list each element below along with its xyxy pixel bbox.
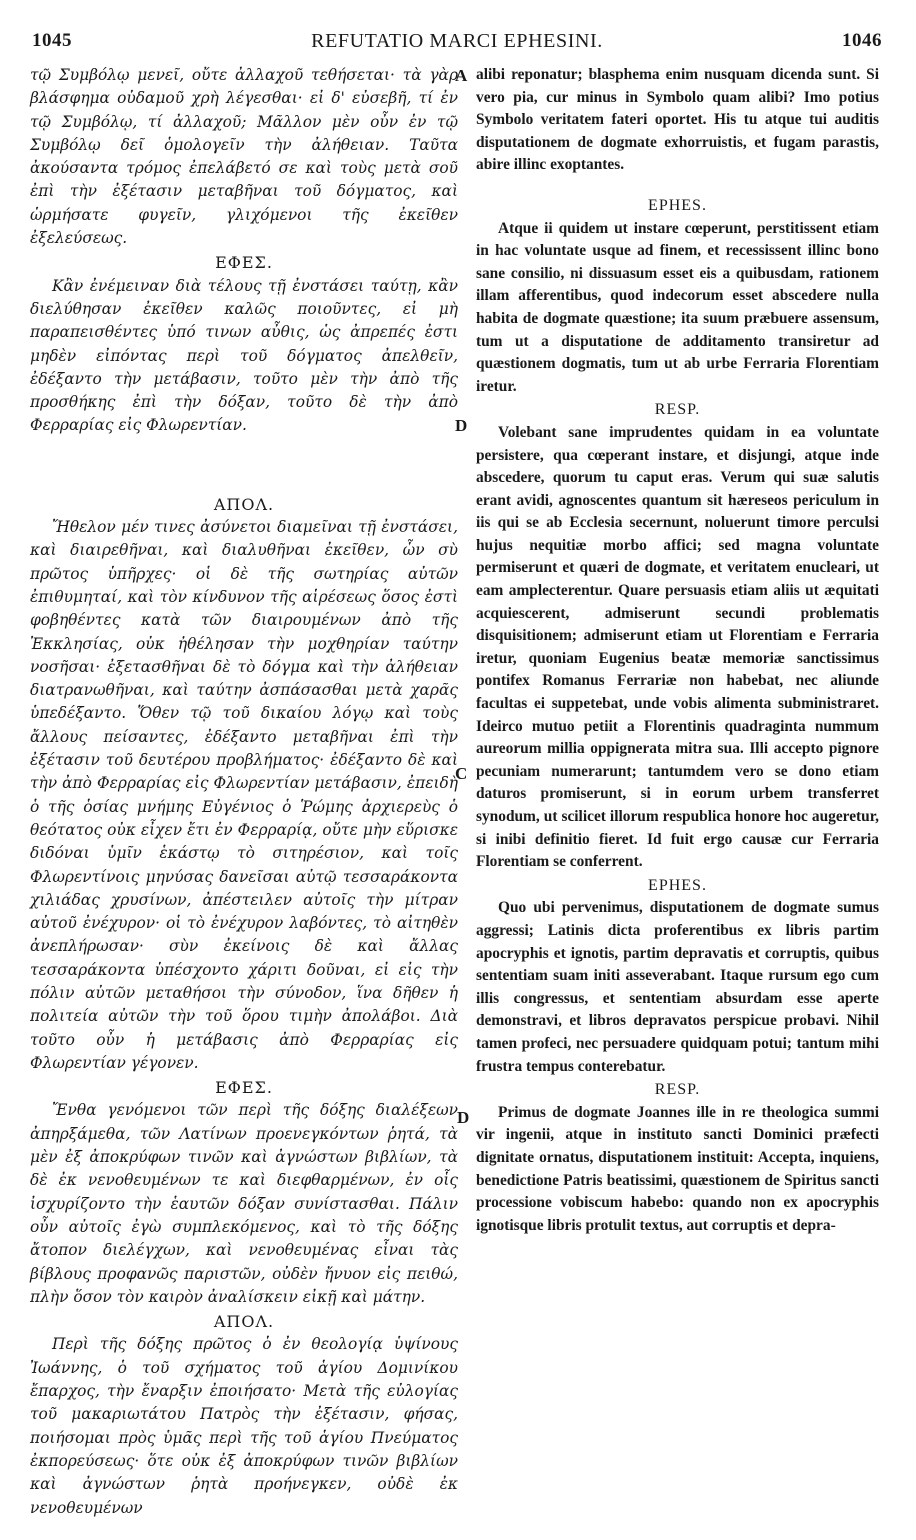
greek-paragraph-4: Ἔνθα γενόμενοι τῶν περὶ τῆς δόξης διαλέξεων ἀπηρξάμεθα, τῶν Λατίνων προενεγκόντων ῥητά, τὰ μὲν ἐξ ἀποκρύφων τινῶν καὶ ἀγνώστων βιβλίων, τὰ δὲ ἐκ νενοθευμένων τε καὶ διεφθαρμένων, ἐν οἷς ἰσχυρίζοντο τὴν ἑαυτῶν δόξαν συνίστασθαι. Πάλιν οὖν αὐτοῖς ἐγὼ συμπλεκόμενος, καὶ τὸ τῆς δόξης ἄτοπον διελέγχων, καὶ νενοθευμένας εἶναι τὰς βίβλους προφανῶς παριστῶν, οὐδὲν ἤνυον εἰς πειθώ, πλὴν ὅσον τὸν καιρὸν ἀναλίσκειν εἰκῇ καὶ μάτην.	[30, 1101, 458, 1306]
latin-heading-ephes-2: EPHES.	[648, 876, 707, 894]
latin-column	[476, 64, 879, 1237]
latin-paragraph-3: Volebant sane imprudentes quidam in ea voluntate persistere, qua cœperant instare, et disjungi, atque inde abscedere, quorum tu caput eras. Verum qui suæ salutis erant avidi, agnoscentes quantum sit hæreseos periculum in iis qui se ab Ecclesia secernunt, noluerunt timore perculsi hujus nequitiæ morbo affici; sed magna voluntate permiserunt et quæri de dogmate, et veritatem enucleari, ut eam amplecterentur. Quare persuasis etiam aliis ut æquitati acquiescerent, admiserunt secundi problematis disquisitionem; admiserunt etiam ut Florentiam e Ferraria iretur, quoniam Eugenius beatæ memoriæ sanctissimus pontifex Romanus Ferrariæ non habebat, nec aliunde facultas ei suppetebat, unde vobis alimenta subministraret. Ideirco mutuo petiit a Florentinis quadraginta nummum aureorum millia oppignerata mitra sua. Illi accepto pignore pecuniam numerarunt; tantumdem vero se dono etiam daturos promiserunt, si in eorum urbem transferret synodum, ut scilicet illorum respublica honore hoc augeretur, si inibi definitio fieret. Id fuit ergo causæ cur Ferraria Florentiam se conferrent.	[476, 423, 879, 871]
latin-paragraph-2: Atque ii quidem ut instare cœperunt, perstitissent etiam in hac voluntate usque ad finem, et recessissent illinc bono sane consilio, ni dissuasum esset eis a quibusdam, rationem illam afferentibus, quod indecorum esset abscedere nulla habita de dogmate quæstione; ita suum præbuere assensum, tum ut a disputatione de additamento transiretur ad quæstionem dogmatis, tum ut ab urbe Ferraria Florentiam iretur.	[476, 219, 879, 395]
latin-heading-resp-1: RESP.	[654, 401, 701, 419]
greek-heading-apol-1: ΑΠΟΛ.	[213, 494, 275, 514]
greek-column	[30, 64, 458, 1520]
running-title: REFUTATIO MARCI EPHESINI.	[311, 30, 603, 52]
greek-heading-ephes-1: ΕΦΕΣ.	[215, 253, 273, 273]
latin-paragraph-5: Primus de dogmate Joannes ille in re theologica summi vir ingenii, atque in instituto sancti Dominici præfecti dignitate ornatus, disputationem instituit: Accepta, inquiens, benedictione Patris beatissimi, quæstionem de Spiritus sancti processione vobiscum habebo: quando non ex apocryphis ignotisque libris protulit textus, aut corruptis et depra-	[476, 1103, 879, 1234]
latin-paragraph-4: Quo ubi pervenimus, disputationem de dogmate sumus aggressi; Latinis dicta proferentibus ex libris partim apocryphis et ignotis, partim depravatis et corruptis, quibus sententiam suam initi asseverabant. Itaque rursum ego cum illis congressus, et sententiam absurdam esse aperte demonstravi, et libros depravatos perspicue probavi. Nihil tamen profeci, nec persuadere quidquam potui; tantum mihi frustra tempus conterebatur.	[476, 899, 879, 1075]
latin-heading-resp-2: RESP.	[654, 1081, 701, 1099]
greek-paragraph-1: τῷ Συμβόλῳ μενεῖ, οὔτε ἀλλαχοῦ τεθήσεται· τὰ γὰρ βλάσφημα οὐδαμοῦ χρὴ λέγεσθαι· εἰ δ' εὐσεβῆ, τί ἐν τῷ Συμβόλῳ, τί ἀλλαχοῦ; Μᾶλλον μὲν οὖν ἐν τῷ Συμβόλῳ δεῖ ὁμολογεῖν τὴν ἀλήθειαν. Ταῦτα ἀκούσαντα τρόμος ἐπελάβετό σε καὶ τοὺς μετὰ σοῦ ἐπὶ τὴν ἐξέτασιν μεταβῆναι τοῦ δόγματος, καὶ ὡρμήσατε φυγεῖν, γλιχόμενοι τῆς ἐκεῖθεν ἐξελεύσεως.	[30, 66, 458, 248]
margin-letter-d-lower: D	[457, 1108, 470, 1127]
latin-heading-ephes-1: EPHES.	[648, 196, 707, 214]
page-number-right: 1046	[842, 30, 882, 51]
margin-letter-d-upper: D	[455, 416, 468, 435]
page-header	[32, 30, 882, 52]
margin-letter-a: A	[455, 66, 468, 85]
greek-paragraph-5: Περὶ τῆς δόξης πρῶτος ὁ ἐν θεολογίᾳ ὑψίνους Ἰωάννης, ὁ τοῦ σχήματος τοῦ ἁγίου Δομινίκου ἔπαρχος, τὴν ἔναρξιν ἐποιήσατο· Μετὰ τῆς εὐλογίας τοῦ μακαριωτάτου Πατρὸς τὴν ἐξέτασιν, φήσας, ποιήσομαι πρὸς ὑμᾶς περὶ τῆς τοῦ ἁγίου Πνεύματος ἐκπορεύσεως· ὅτε οὐκ ἐξ ἀποκρύφων τινῶν βιβλίων καὶ ἀγνώστων ῥητὰ προήνεγκεν, οὐδὲ ἐκ νενοθευμένων	[30, 1335, 458, 1517]
margin-letter-c: C	[455, 764, 468, 783]
greek-heading-ephes-2: ΕΦΕΣ.	[215, 1078, 273, 1098]
greek-heading-apol-2: ΑΠΟΛ.	[213, 1312, 275, 1332]
latin-paragraph-1: alibi reponatur; blasphema enim nusquam dicenda sunt. Si vero pia, cur minus in Symbolo quam alibi? Imo potius Symbolo veritatem fateri oportet. His tu atque tui auditis disputationem de dogmate exhorruistis, et fugam parastis, abire illinc exoptantes.	[476, 66, 879, 174]
greek-paragraph-3: Ἤθελον μέν τινες ἀσύνετοι διαμεῖναι τῇ ἐνστάσει, καὶ διαιρεθῆναι, καὶ διαλυθῆναι ἐκεῖθεν, ὧν σὺ πρῶτος ὑπῆρχες· οἱ δὲ τῆς σωτηρίας αὐτῶν ἐπιθυμηταί, καὶ τὸν κίνδυνον τῆς αἱρέσεως ὅσος ἐστὶ φοβηθέντες κατὰ τῶν διαιρουμένων ἀπὸ τῆς Ἐκκλησίας, οὐκ ἠθέλησαν τὴν μοχθηρίαν ταύτην νοσῆσαι· ἐξετασθῆναι δὲ τὸ δόγμα καὶ τὴν ἀλήθειαν διατρανωθῆναι, καὶ ταύτην ἀσπάσασθαι μετὰ χαρᾶς ὑπεδέξαντο. Ὅθεν τῷ τοῦ δικαίου λόγῳ καὶ τοὺς ἄλλους πείσαντες, ἐδέξαντο μεταβῆναι ἐπὶ τὴν ἐξέτασιν τοῦ δευτέρου προβλήματος· ἐδέξαντο δὲ καὶ τὴν ἀπὸ Φερραρίας εἰς Φλωρεντίαν μετάβασιν, ἐπειδὴ ὁ τῆς ὁσίας μνήμης Εὐγένιος ὁ Ῥώμης ἀρχιερεὺς ὁ θεότατος οὐκ εἶχεν ἔτι ἐν Φερραρίᾳ, οὔτε μὴν εὕρισκε διδόναι ὑμῖν ἑκάστῳ τὸ σιτηρέσιον, καὶ τοῖς Φλωρεντίνοις μηνύσας δανεῖσαι αὐτῷ τεσσαράκοντα χιλιάδας χρυσίνων, ἀπέστειλεν αὐτοῖς τὴν μίτραν αὐτοῦ ἐνέχυρον· οἱ τὸ ἐνέχυρον λαβόντες, τὸ αἰτηθὲν ἀνεπλήρωσαν· σὺν ἐκείνοις δὲ καὶ ἄλλας τεσσαράκοντα ὑπέσχοντο χάριτι δοῦναι, εἰ εἰς τὴν πόλιν αὐτῶν μεταθήσοι τὴν σύνοδον, ἵνα δῆθεν ἡ πολιτεία αὐτῶν τὴν τοῦ ὅρου τιμὴν ἀπολάβοι. Διὰ τοῦτο οὖν ἡ μετάβασις ἀπὸ Φερραρίας εἰς Φλωρεντίαν γέγονεν.	[30, 518, 458, 1072]
greek-paragraph-2: Κἂν ἐνέμειναν διὰ τέλους τῇ ἐνστάσει ταύτῃ, κἂν διελύθησαν ἐκεῖθεν καλῶς ποιοῦντες, εἰ μὴ παραπεισθέντες ὑπό τινων αὖθις, ὡς ἀπρεπές ἐστι μηδὲν εἰπόντας περὶ τοῦ δόγματος ἀπελθεῖν, ἐδέξαντο τὴν μετάβασιν, τοῦτο μὲν τὴν ἀπὸ τῆς προσθήκης ἐπὶ τὴν δόξαν, τοῦτο δὲ τὴν ἀπὸ Φερραρίας εἰς Φλωρεντίαν.	[30, 276, 458, 435]
page-number-left: 1045	[32, 30, 72, 51]
